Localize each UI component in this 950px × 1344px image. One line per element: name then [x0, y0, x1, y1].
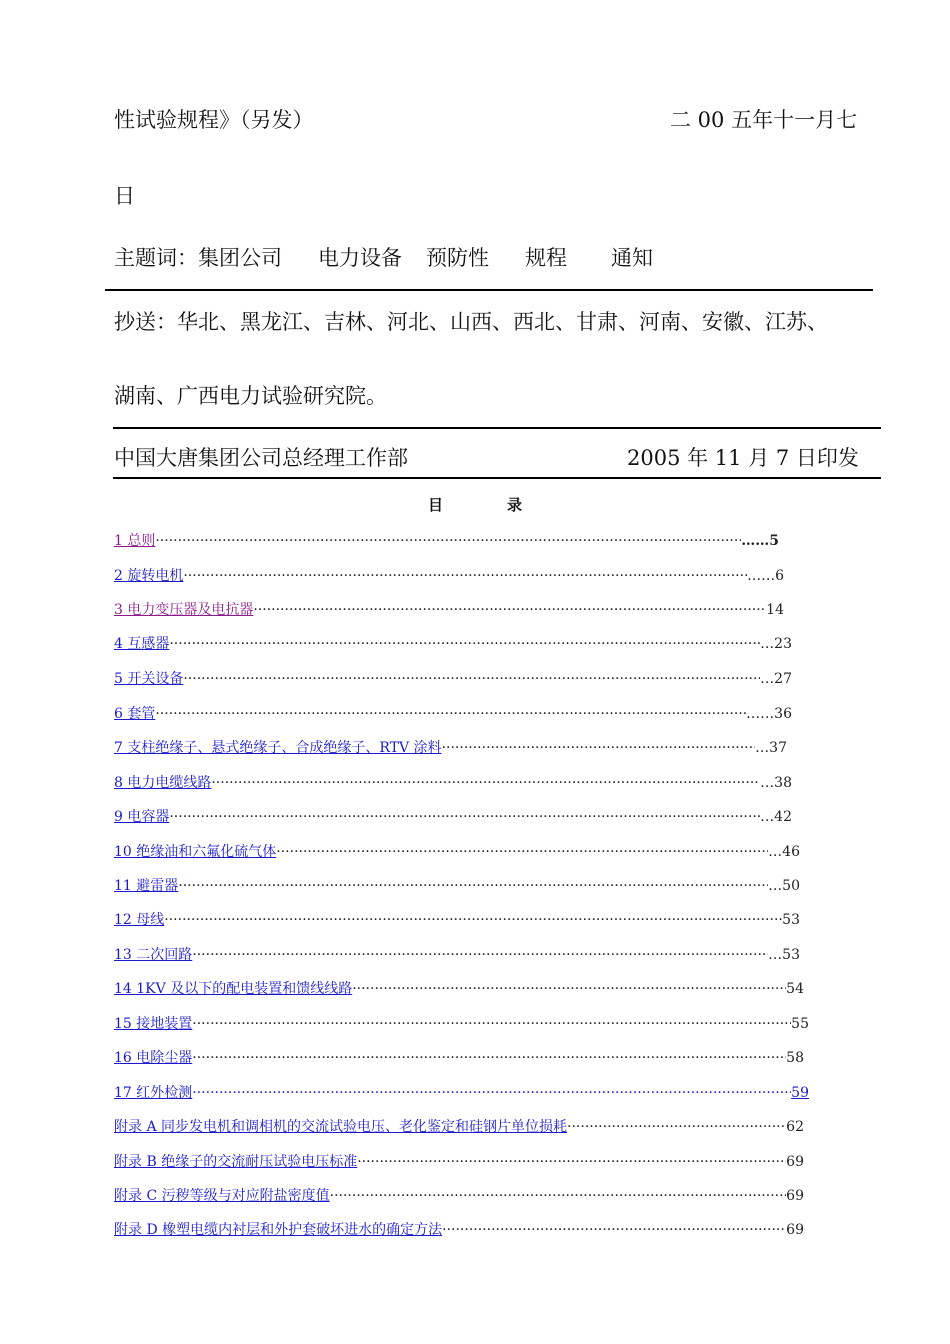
- toc-entry-link[interactable]: 附录 D 橡塑电缆内衬层和外护套破坏进水的确定方法: [114, 1222, 443, 1238]
- divider: [105, 289, 873, 291]
- header-line1-left: 性试验规程》（另发）: [114, 108, 314, 132]
- toc-entry[interactable]: [114, 565, 784, 585]
- toc-leader: [352, 981, 786, 997]
- toc-entry[interactable]: [114, 1116, 804, 1136]
- keyword-item: 电力设备: [318, 246, 402, 270]
- toc-leader: [192, 947, 768, 963]
- toc-leader: [276, 844, 768, 860]
- toc-entry-link[interactable]: 7 支柱绝缘子、悬式绝缘子、合成绝缘子、RTV 涂料: [114, 740, 442, 756]
- toc-leader: [169, 636, 760, 652]
- toc-entry-link[interactable]: 2 旋转电机: [114, 568, 184, 584]
- keyword-item: 规程: [525, 246, 567, 270]
- toc-leader: [155, 706, 746, 722]
- toc-entry-link[interactable]: 附录 C 污秽等级与对应附盐密度值: [114, 1188, 330, 1204]
- toc-page-number: 59: [791, 1085, 809, 1101]
- toc-page-number: 69: [786, 1188, 804, 1204]
- toc-page-number: ……6: [747, 568, 784, 584]
- toc-leader: [192, 1016, 791, 1032]
- toc-page-number: …53: [768, 947, 800, 963]
- toc-entry[interactable]: [114, 806, 792, 826]
- toc-leader: [164, 912, 782, 928]
- toc-leader: [442, 740, 756, 756]
- toc-leader: [211, 775, 760, 791]
- toc-page-number: …37: [755, 740, 787, 756]
- toc-entry[interactable]: [114, 633, 792, 653]
- toc-page-number: 53: [782, 912, 800, 928]
- toc-page-number: 14: [766, 602, 784, 618]
- toc-leader: [330, 1188, 787, 1204]
- toc-entry[interactable]: [114, 668, 792, 688]
- toc-page-number: …50: [768, 878, 800, 894]
- header-line2: 日: [114, 184, 135, 208]
- toc-page-number: 54: [786, 981, 804, 997]
- toc-entry-link[interactable]: 9 电容器: [114, 809, 170, 825]
- keyword-item: 预防性: [426, 246, 489, 270]
- toc-title-left: 目: [427, 496, 443, 514]
- keywords-line: [114, 242, 653, 272]
- toc-leader: [192, 1050, 786, 1066]
- issuer: 中国大唐集团公司总经理工作部: [114, 446, 408, 470]
- toc-entry[interactable]: [114, 875, 800, 895]
- keyword-item: 通知: [611, 246, 653, 270]
- toc-entry-link[interactable]: 4 互感器: [114, 636, 170, 652]
- toc-page-number: 69: [786, 1154, 804, 1170]
- toc-page-number: 58: [786, 1050, 804, 1066]
- toc-entry-link[interactable]: 11 避雷器: [114, 878, 179, 894]
- toc-entry-link[interactable]: 10 绝缘油和六氟化硫气体: [114, 844, 277, 860]
- toc-entry[interactable]: [114, 909, 800, 929]
- toc-entry-link[interactable]: 8 电力电缆线路: [114, 775, 212, 791]
- toc-entry-link[interactable]: 17 红外检测: [114, 1085, 193, 1101]
- toc-page-number: …27: [760, 671, 792, 687]
- issue-date: 2005 年 11 月 7 日印发: [627, 446, 859, 470]
- toc-entry-link[interactable]: 12 母线: [114, 912, 165, 928]
- toc-title-right: 录: [507, 496, 523, 514]
- toc-entry-link[interactable]: 16 电除尘器: [114, 1050, 193, 1066]
- toc-leader: [183, 671, 760, 687]
- cc-line2: 湖南、广西电力试验研究院。: [114, 384, 387, 408]
- toc-entry[interactable]: [114, 772, 792, 792]
- toc-page-number: ……36: [746, 706, 792, 722]
- toc-page-number: …42: [760, 809, 792, 825]
- toc-entry[interactable]: [114, 737, 787, 757]
- toc-entry[interactable]: [114, 1047, 804, 1067]
- toc-entry[interactable]: [114, 1082, 809, 1102]
- toc-entry-link[interactable]: 15 接地装置: [114, 1016, 193, 1032]
- toc-entry-link[interactable]: 13 二次回路: [114, 947, 193, 963]
- toc-entry[interactable]: [114, 530, 779, 550]
- keyword-item: 集团公司: [198, 246, 282, 270]
- toc-entry[interactable]: [114, 1185, 804, 1205]
- toc-leader: [178, 878, 768, 894]
- toc-entry-link[interactable]: 附录 B 绝缘子的交流耐压试验电压标准: [114, 1154, 358, 1170]
- toc-entry[interactable]: [114, 1151, 804, 1171]
- toc-entry[interactable]: [114, 841, 800, 861]
- toc-page-number: …46: [768, 844, 800, 860]
- toc-entry-link[interactable]: 6 套管: [114, 706, 156, 722]
- toc-entry[interactable]: [114, 1013, 809, 1033]
- toc-page-number: 55: [791, 1016, 809, 1032]
- toc-leader: [567, 1119, 786, 1135]
- toc-entry-link[interactable]: 附录 A 同步发电机和调相机的交流试验电压、老化鉴定和硅钢片单位损耗: [114, 1119, 568, 1135]
- toc-entry-link[interactable]: 1 总则: [114, 533, 156, 549]
- toc-entry-link[interactable]: 14 1KV 及以下的配电装置和馈线线路: [114, 981, 353, 997]
- toc-page-number: ……5: [741, 533, 779, 549]
- toc-title: [0, 494, 950, 515]
- header-line1-right: 二 00 五年十一月七: [670, 108, 858, 132]
- toc-leader: [183, 568, 747, 584]
- toc-page-number: 62: [786, 1119, 804, 1135]
- toc-page-number: …23: [760, 636, 792, 652]
- cc-line1: 抄送：华北、黑龙江、吉林、河北、山西、西北、甘肃、河南、安徽、江苏、: [114, 310, 828, 334]
- toc-leader: [253, 602, 766, 618]
- toc-leader: [155, 533, 741, 549]
- keywords-label: 主题词：: [114, 246, 198, 270]
- divider: [113, 477, 881, 479]
- toc-entry[interactable]: [114, 944, 800, 964]
- toc-leader: [169, 809, 760, 825]
- toc-page-number: …38: [760, 775, 792, 791]
- toc-leader: [357, 1154, 786, 1170]
- toc-entry-link[interactable]: 3 电力变压器及电抗器: [114, 602, 254, 618]
- divider: [113, 427, 881, 429]
- toc-entry-link[interactable]: 5 开关设备: [114, 671, 184, 687]
- toc-entry[interactable]: [114, 599, 784, 619]
- toc-entry[interactable]: [114, 978, 804, 998]
- toc-entry[interactable]: [114, 1219, 804, 1239]
- toc-leader: [442, 1222, 786, 1238]
- toc-leader: [192, 1085, 791, 1101]
- toc-entry[interactable]: [114, 703, 792, 723]
- toc-page-number: 69: [786, 1222, 804, 1238]
